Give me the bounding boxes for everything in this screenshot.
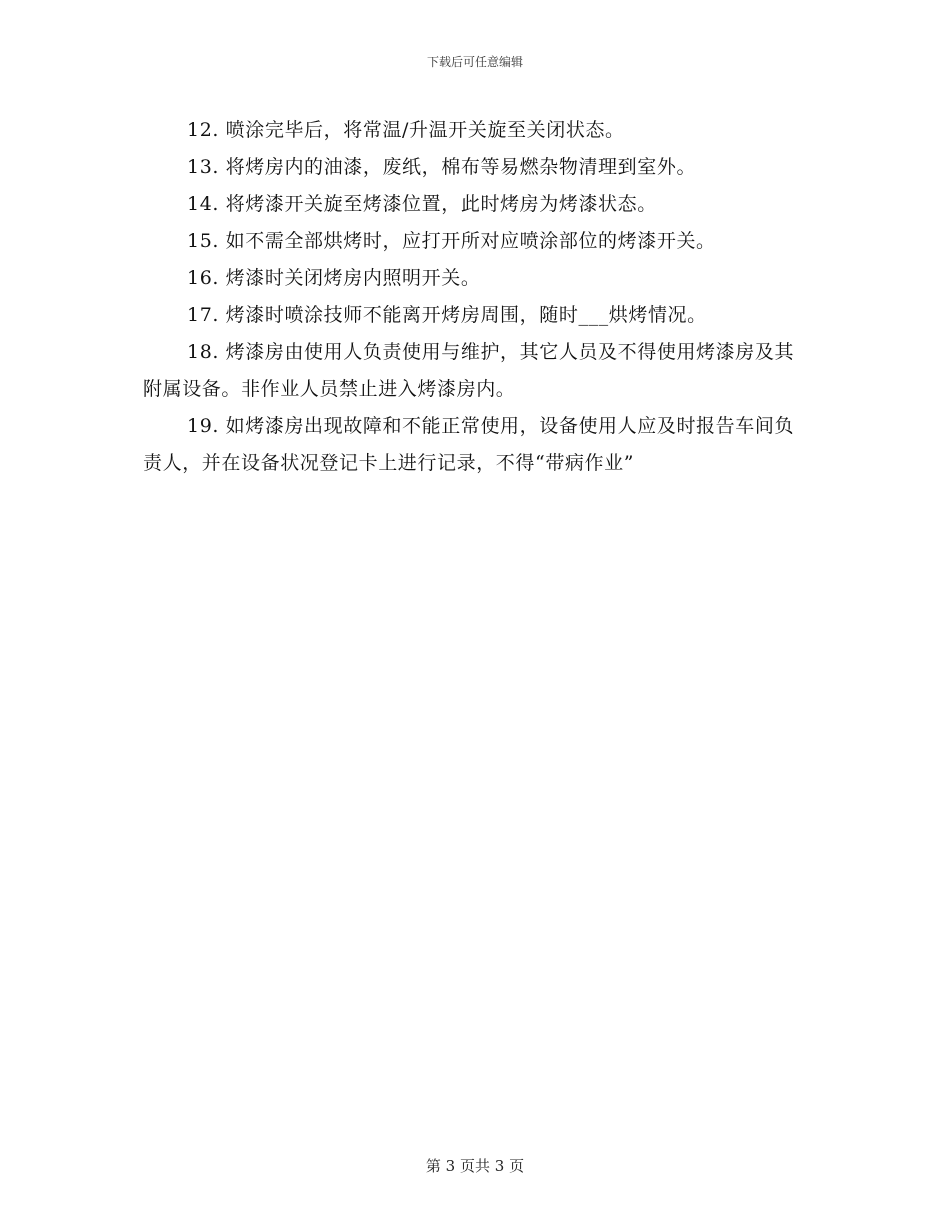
paragraph-item-19: 19. 如烤漆房出现故障和不能正常使用，设备使用人应及时报告车间负责人，并在设备状况登记卡上进行记录，不得“带病作业” <box>143 415 795 474</box>
paragraph-item-15: 15. 如不需全部烘烤时，应打开所对应喷涂部位的烤漆开关。 <box>187 230 716 252</box>
document-body <box>143 112 803 482</box>
paragraph-item-13: 13. 将烤房内的油漆，废纸，棉布等易燃杂物清理到室外。 <box>187 156 697 178</box>
paragraph-item-18: 18. 烤漆房由使用人负责使用与维护，其它人员及不得使用烤漆房及其附属设备。非作业人员禁止进入烤漆房内。 <box>143 341 795 400</box>
paragraph-item-14: 14. 将烤漆开关旋至烤漆位置，此时烤房为烤漆状态。 <box>187 193 657 215</box>
paragraph-item-16: 16. 烤漆时关闭烤房内照明开关。 <box>187 267 481 289</box>
page-footer: 第 3 页共 3 页 <box>425 1157 525 1175</box>
paragraph-item-12: 12. 喷涂完毕后，将常温/升温开关旋至关闭状态。 <box>187 119 625 141</box>
page-header: 下载后可任意编辑 <box>426 55 523 69</box>
paragraph-item-17: 17. 烤漆时喷涂技师不能离开烤房周围，随时___烘烤情况。 <box>187 304 707 326</box>
